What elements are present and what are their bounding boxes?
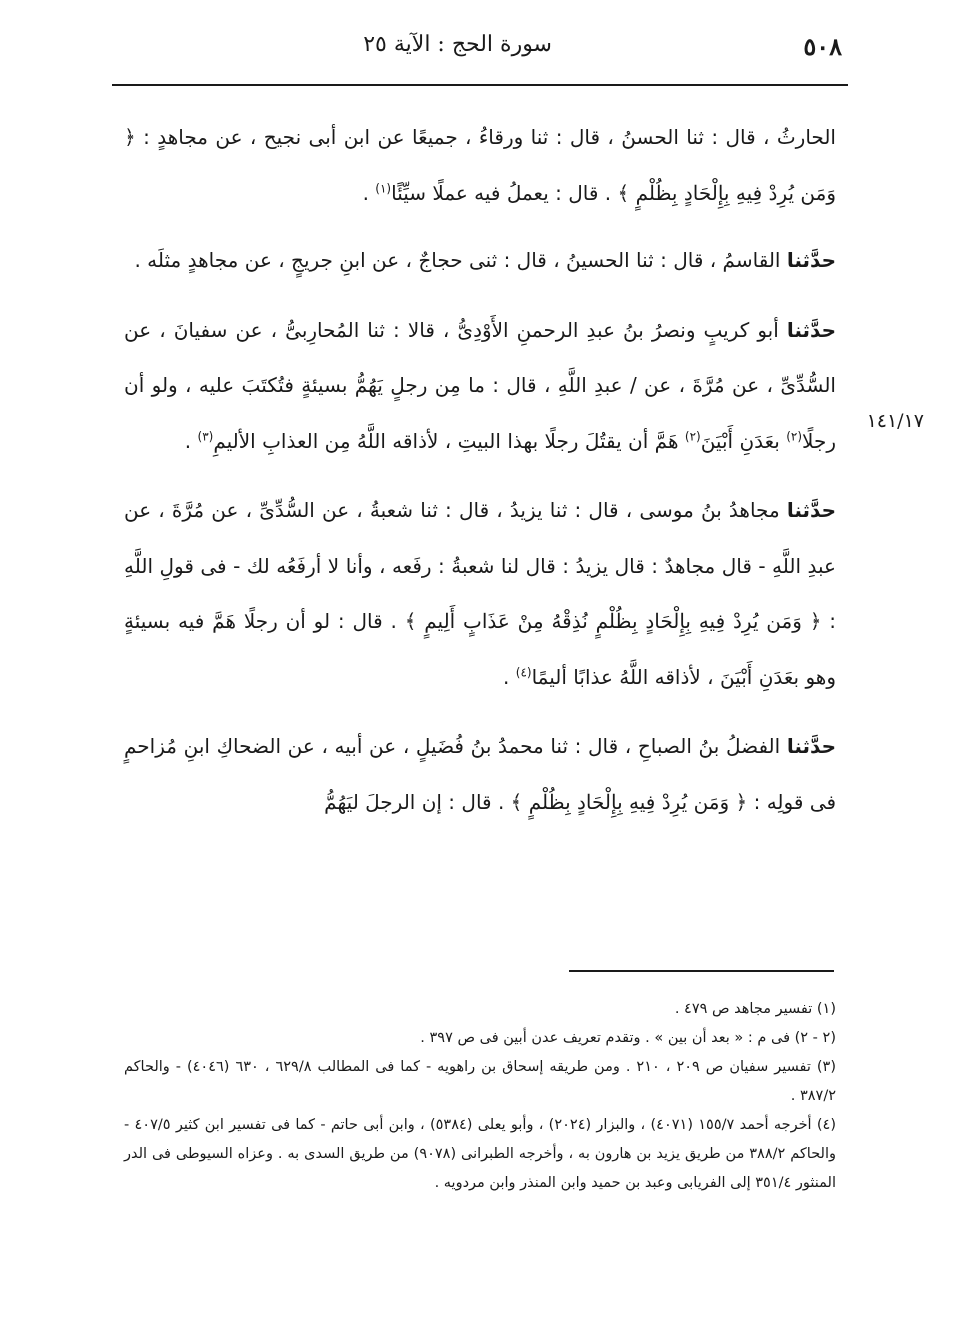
paragraph-text: هَمَّ أن يقتُلَ رجلًا بهذا البيتِ ، لأذاقه اللَّهُ مِن العذابِ الأليمِ	[213, 428, 685, 453]
paragraph-text: بعَدَنِ أَبْيَنَ	[700, 428, 787, 453]
paragraph-text: . قال : يعملُ فيه عملًا سيِّئًا	[391, 180, 618, 205]
paragraph-4	[124, 483, 836, 705]
quran-verse: ﴿ وَمَن يُرِدْ فِيهِ بِإِلْحَادٍ بِظُلْمٍ نُذِقْهُ مِنْ عَذَابٍ أَلِيمٍ ﴾	[404, 609, 822, 633]
paragraph-text: الحارثُ ، قال : ثنا الحسنُ ، قال : ثنا ورقاءُ ، جميعًا عن ابن أبى نجيح ، عن مجاهدٍ :	[135, 125, 836, 149]
paragraph-text: . قال : إن الرجلَ ليَهُمُّ	[324, 789, 511, 814]
footnote-2: (٢ - ٢) فى م : « بعد أن بين » . وتقدم تعريف عدن أبين فى ص ٣٩٧ .	[420, 1030, 836, 1046]
footnote-3: (٣) تفسير سفيان ص ٢٠٩ ، ٢١٠ . ومن طريقه إسحاق بن راهويه - كما فى المطالب ٦٢٩/٨ ، ٦٣٠ (٤٠٤٦) - والحاكم ٣٨٧/٢ .	[124, 1059, 837, 1104]
paragraph-2	[124, 233, 836, 289]
paragraph-3	[124, 303, 836, 470]
paragraph-text: الفضلُ بنُ الصباحِ ، قال : ثنا محمدُ بنُ فُضَيلٍ ، عن أبيه ، عن الضحاكِ ابنِ مُزاحمٍ فى قولِه :	[124, 734, 836, 814]
footnote-marker: (٣)	[197, 428, 214, 443]
hadith-lead: حدَّثنا	[786, 248, 836, 272]
footnote-marker: (٢)	[786, 428, 803, 443]
margin-reference: ١٤١/١٧	[866, 410, 924, 432]
paragraph-text: .	[362, 180, 376, 205]
page-header	[112, 26, 842, 70]
quran-verse: ﴿ وَمَن يُرِدْ فِيهِ بِإِلْحَادٍ بِظُلْمٍ ﴾	[510, 789, 748, 814]
page-number: ٥٠٨	[803, 32, 842, 61]
quran-verse: ﴿ وَمَن يُرِدْ فِيهِ بِإِلْحَادٍ بِظُلْمٍ ﴾	[124, 125, 836, 205]
footnote-marker: (٤)	[515, 664, 532, 679]
footnote-4: (٤) أخرجه أحمد ١٥٥/٧ (٤٠٧١) ، والبزار (٢٠٢٤) ، وأبو يعلى (٥٣٨٤) ، وابن أبى حاتم - كما فى تفسير ابن كثير ٤٠٧/٥ - والحاكم ٣٨٨/٢ من طريق يزيد بن هارون به ، وأخرجه الطبرانى (٩٠٧٨) من طريق السدى به . وعزاه السيوطى فى الدر المنثور ٣٥١/٤ إلى الفريابى وعبد بن حميد وابن المنذر وابن مردويه .	[124, 1117, 837, 1191]
paragraph-text: .	[184, 428, 198, 453]
paragraph-text: القاسمُ ، قال : ثنا الحسينُ ، قال : ثنى حجاجٌ ، عن ابنِ جريجٍ ، عن مجاهدٍ مثلَه .	[134, 248, 787, 272]
header-rule	[112, 84, 848, 86]
footnote-rule	[569, 970, 834, 972]
paragraph-5	[124, 719, 836, 830]
footnote-marker: (٢)	[684, 428, 701, 443]
hadith-lead: حدَّثنا	[786, 734, 836, 758]
hadith-lead: حدَّثنا	[786, 317, 836, 342]
footnote-1: (١) تفسير مجاهد ص ٤٧٩ .	[674, 1001, 836, 1017]
paragraph-text: .	[503, 664, 516, 689]
paragraph-text: أبو كريبٍ ونصرُ بنُ عبدِ الرحمنِ الأَوْدِىُّ ، قالا : ثنا المُحارِبىُّ ، عن سفيانَ ، عن السُّدِّىِّ ، عن مُرَّةَ ، عن / عبدِ اللَّهِ ، قال : ما مِن رجلٍ يَهُمُّ بسيئةٍ فتُكتَبَ عليه ، ولو أن رجلًا	[124, 317, 836, 453]
footnote-marker: (١)	[375, 180, 392, 195]
paragraph-text: مجاهدُ بنُ موسى ، قال : ثنا يزيدُ ، قال : ثنا شعبةُ ، عن السُّدِّىِّ ، عن مُرَّةَ ، عن عبدِ اللَّهِ - قال مجاهدٌ : قال يزيدُ : قال لنا شعبةُ : رفَعه ، وأنا لا أرفَعُه لك - فى قولِ اللَّهِ :	[124, 498, 836, 633]
footnotes	[124, 995, 836, 1198]
paragraph-1	[124, 110, 836, 221]
hadith-lead: حدَّثنا	[786, 498, 836, 522]
running-title: سورة الحج : الآية ٢٥	[363, 32, 552, 57]
paragraph-text: . قال : لو أن رجلًا هَمَّ فيه بسيئةٍ وهو بعَدَنِ أَبْيَنَ ، لأذاقه اللَّهُ عذابًا أليمًا	[124, 609, 836, 689]
main-text	[124, 110, 836, 844]
